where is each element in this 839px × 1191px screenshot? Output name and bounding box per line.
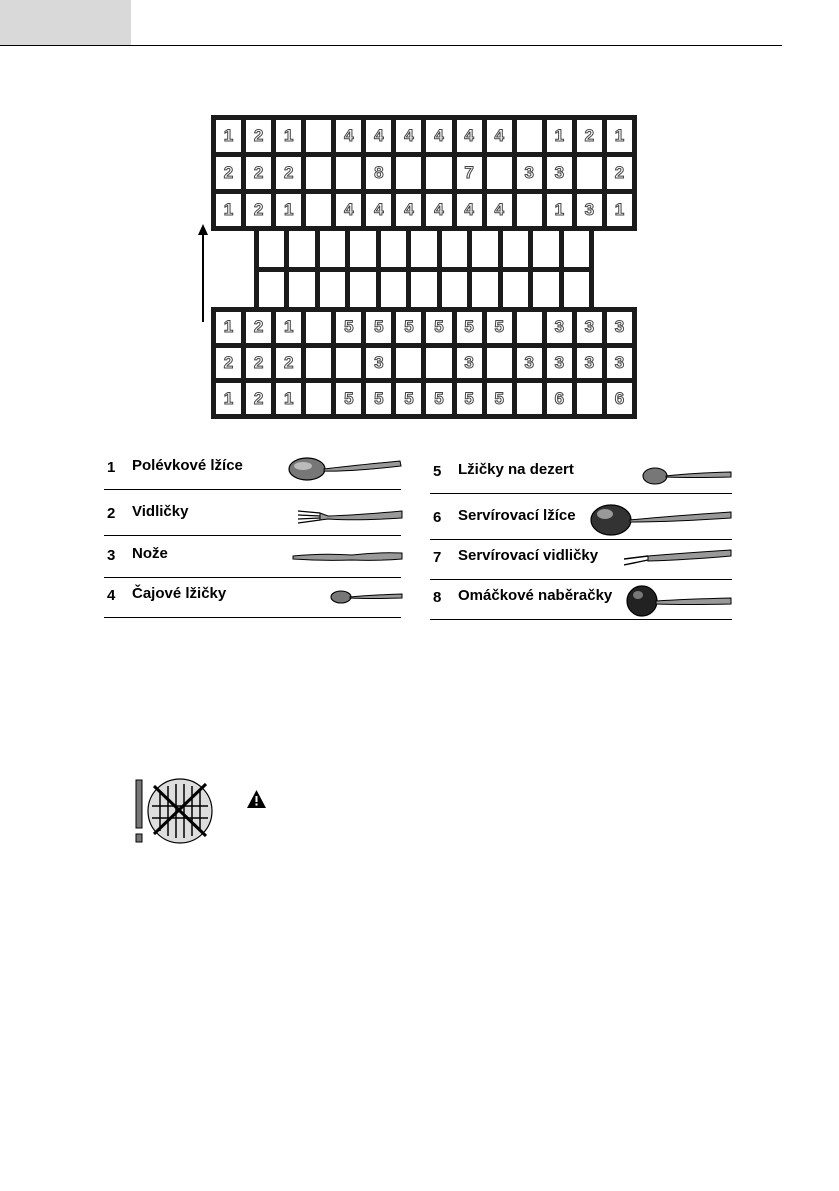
basket-middle-section: [254, 231, 594, 307]
basket-slot: 4: [366, 120, 391, 152]
basket-bottom-section: [211, 307, 637, 419]
no-cutlery-warning-icon: [130, 776, 215, 846]
cutlery-basket-diagram: [211, 115, 637, 419]
basket-slot: 2: [246, 312, 271, 343]
basket-slot: 4: [396, 120, 421, 152]
basket-slot: 6: [607, 383, 632, 414]
basket-slot: [517, 383, 542, 414]
basket-slot: 2: [246, 120, 271, 152]
basket-slot: 3: [547, 312, 572, 343]
basket-slot: 3: [577, 194, 602, 226]
basket-slot: 5: [426, 383, 451, 414]
legend-label: Servírovací vidličky: [458, 547, 599, 564]
soup-spoon-icon: [288, 454, 403, 484]
basket-slot: [577, 157, 602, 189]
basket-slot: 2: [246, 383, 271, 414]
basket-slot: 5: [366, 383, 391, 414]
basket-slot: 3: [457, 348, 482, 379]
legend-label: Polévkové lžíce: [132, 457, 243, 474]
basket-slot: 4: [366, 194, 391, 226]
legend-item-6: [430, 501, 732, 540]
basket-slot: 1: [276, 194, 301, 226]
basket-slot: [517, 120, 542, 152]
legend-item-5: [430, 455, 732, 494]
header-rule: [0, 45, 782, 46]
legend-number: 5: [433, 463, 442, 480]
basket-slot: [442, 272, 467, 308]
basket-slot: 4: [457, 194, 482, 226]
basket-slot: 3: [577, 348, 602, 379]
basket-slot: [564, 272, 589, 308]
basket-slot: 5: [457, 312, 482, 343]
basket-slot: 1: [607, 120, 632, 152]
legend-item-8: [430, 581, 732, 620]
basket-slot: 4: [487, 194, 512, 226]
legend-number: 7: [433, 549, 442, 566]
basket-slot: 1: [276, 120, 301, 152]
legend-label: Nože: [132, 545, 168, 562]
basket-slot: [503, 272, 528, 308]
basket-slot: [381, 272, 406, 308]
basket-slot: 3: [517, 348, 542, 379]
basket-slot: 3: [547, 348, 572, 379]
basket-slot: [487, 348, 512, 379]
dessert-spoon-icon: [642, 463, 732, 489]
legend-item-2: [104, 497, 401, 536]
basket-slot: [259, 231, 284, 267]
legend-label: Omáčkové naběračky: [458, 587, 613, 604]
warning-triangle-icon: [247, 790, 266, 808]
basket-slot: 5: [366, 312, 391, 343]
basket-slot: 2: [607, 157, 632, 189]
ladle-icon: [626, 581, 732, 621]
basket-slot: 4: [487, 120, 512, 152]
legend-number: 4: [107, 587, 116, 604]
basket-slot: [306, 120, 331, 152]
basket-slot: [472, 272, 497, 308]
basket-slot: [306, 157, 331, 189]
legend-number: 2: [107, 505, 116, 522]
basket-slot: [259, 272, 284, 308]
basket-slot: 6: [547, 383, 572, 414]
basket-slot: 4: [457, 120, 482, 152]
legend-label: Servírovací lžíce: [458, 507, 576, 524]
basket-slot: 8: [366, 157, 391, 189]
basket-slot: 5: [336, 312, 361, 343]
basket-slot: 1: [607, 194, 632, 226]
basket-slot: [533, 272, 558, 308]
basket-slot: 5: [487, 383, 512, 414]
basket-slot: [411, 272, 436, 308]
basket-slot: 5: [336, 383, 361, 414]
basket-slot: [396, 157, 421, 189]
basket-slot: [577, 383, 602, 414]
basket-slot: 5: [426, 312, 451, 343]
basket-slot: [336, 157, 361, 189]
legend-number: 3: [107, 547, 116, 564]
basket-slot: 2: [276, 157, 301, 189]
legend-item-1: [104, 451, 401, 490]
legend-number: 8: [433, 589, 442, 606]
basket-slot: 3: [607, 312, 632, 343]
basket-slot: [381, 231, 406, 267]
basket-slot: [517, 194, 542, 226]
basket-slot: 1: [276, 312, 301, 343]
basket-slot: [350, 272, 375, 308]
legend-label: Vidličky: [132, 503, 189, 520]
basket-slot: 2: [216, 157, 241, 189]
basket-slot: [517, 312, 542, 343]
basket-slot: [472, 231, 497, 267]
basket-slot: [426, 348, 451, 379]
basket-slot: 5: [487, 312, 512, 343]
basket-slot: 4: [396, 194, 421, 226]
basket-slot: [533, 231, 558, 267]
basket-slot: [350, 231, 375, 267]
basket-slot: [320, 231, 345, 267]
basket-slot: 4: [426, 194, 451, 226]
basket-slot: [411, 231, 436, 267]
basket-slot: 2: [246, 348, 271, 379]
legend-label: Čajové lžičky: [132, 585, 227, 602]
basket-slot: 5: [396, 383, 421, 414]
basket-slot: 1: [276, 383, 301, 414]
basket-slot: [442, 231, 467, 267]
basket-slot: [426, 157, 451, 189]
basket-slot: 3: [577, 312, 602, 343]
teaspoon-icon: [330, 587, 403, 607]
basket-slot: [336, 348, 361, 379]
fork-icon: [298, 505, 403, 527]
basket-slot: [289, 231, 314, 267]
legend-number: 6: [433, 509, 442, 526]
basket-slot: 4: [426, 120, 451, 152]
basket-slot: 1: [216, 194, 241, 226]
basket-slot: [487, 157, 512, 189]
basket-slot: 3: [607, 348, 632, 379]
legend-label: Lžičky na dezert: [458, 461, 574, 478]
basket-slot: 2: [216, 348, 241, 379]
basket-slot: [503, 231, 528, 267]
basket-slot: [396, 348, 421, 379]
basket-slot: 2: [276, 348, 301, 379]
basket-slot: 4: [336, 120, 361, 152]
basket-slot: 2: [577, 120, 602, 152]
basket-slot: 1: [547, 194, 572, 226]
basket-slot: 3: [517, 157, 542, 189]
basket-slot: 5: [457, 383, 482, 414]
basket-slot: 1: [216, 120, 241, 152]
serving-spoon-icon: [590, 502, 732, 538]
legend-item-4: [104, 579, 401, 618]
basket-slot: [564, 231, 589, 267]
basket-slot: [320, 272, 345, 308]
direction-arrow-icon: [197, 224, 209, 322]
knife-icon: [292, 547, 403, 567]
basket-slot: [306, 194, 331, 226]
basket-slot: 1: [547, 120, 572, 152]
basket-slot: 2: [246, 157, 271, 189]
basket-slot: [306, 312, 331, 343]
basket-slot: 4: [336, 194, 361, 226]
basket-slot: 7: [457, 157, 482, 189]
page-corner-tab: [0, 0, 131, 45]
serving-fork-icon: [624, 547, 732, 569]
basket-slot: 5: [396, 312, 421, 343]
legend-item-7: [430, 541, 732, 580]
basket-slot: [306, 383, 331, 414]
basket-slot: [289, 272, 314, 308]
basket-slot: 2: [246, 194, 271, 226]
legend-number: 1: [107, 459, 116, 476]
basket-slot: 1: [216, 312, 241, 343]
basket-slot: [306, 348, 331, 379]
basket-slot: 3: [547, 157, 572, 189]
basket-top-section: [211, 115, 637, 231]
basket-slot: 3: [366, 348, 391, 379]
legend-item-3: [104, 539, 401, 578]
basket-slot: 1: [216, 383, 241, 414]
